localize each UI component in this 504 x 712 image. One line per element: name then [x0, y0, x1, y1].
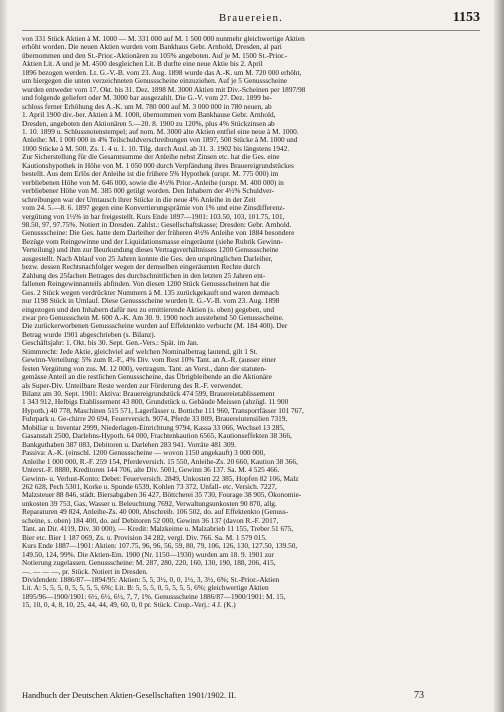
text-line: verbliebenen Höhe von M. 646 000, sowie die 4½% Prior.-Anleihe (urspr. M. 400 000) in [22, 178, 284, 187]
text-line: 149.50, 124, 99%. Die Aktien-Em. 1900 (Nr. 1150—1930) wurden am 18. 9. 1901 zur [22, 550, 275, 559]
text-line: um hiergegen die unten verzeichneten Genussscheine einzuziehen. Auf je 5 Genussscheine [22, 77, 288, 86]
text-line: verbliebener Höhe von M. 385 000 getilgt worden. Den Inhabern der 4½% Schuldver- [22, 187, 275, 196]
text-line: Ges. 2 Stück wegen verdrückter Nummern à M. 135 zurückgekauft und waren demnach [22, 288, 279, 297]
text-line: Anleihe 1 000 000, R.-F. 259 154, Pferdeversich. 15 550, Anleihe-Zs. 20 660, Kaution 38 366, [22, 457, 298, 466]
text-line: fallenen Reingewinnanteils abfinden. Von diesen 1200 Stück Genussscheinen hat die [22, 280, 270, 289]
text-line: vom 24. 5.—8. 6. 1897 gegen eine Konvertierungsprämie von 1% und eine Zinsdifferenz- [22, 204, 285, 213]
text-line: nur 1198 Stück in Umlauf. Diese Genussscheine wurden lt. G.-V.-B. vom 23. Aug. 1898 [22, 297, 280, 306]
text-line: Zahlung des 25fachen Betrages des durchschnittlichen in den letzten 25 Jahren ent- [22, 271, 266, 280]
text-line: Die zurückerworbenen Genussscheine wurden auf Effektenkto verbucht (M. 184 400). Der [22, 322, 288, 331]
text-line: 1000 Stücke à M. 500. Zs. 1. 4 u. 1. 10. Tilg. durch Ausl. ab 31. 3. 1902 bis längstens 1942. [22, 144, 290, 153]
text-line: Kurs Ende 1887—1901: Aktien: 107.75, 96, 96, 56, 59, 80, 79, 106, 126, 130, 127.50, 139.50, [22, 542, 298, 551]
text-line: Notierung zugelassen. Genussscheine: M. 287, 280, 220, 160, 130, 190, 188, 206, 415, [22, 559, 276, 568]
running-head: Brauereien. [218, 12, 284, 24]
text-line: 1895/96—1900/1901: 6½, 6½, 6½, 7, 7, 1%. Genussscheine 1886/87—1900/1901: M. 15, [22, 592, 286, 601]
text-line: wurden entweder vom 17. Okt. bis 31. Dez. 1898 M. 3000 Aktien mit Div.-Scheinen per 1897/98 [22, 85, 306, 94]
text-line: Unterst.-F. 8880, Kreditoren 144 706, alte Div. 5001, Gewinn 36 137. Sa. M. 4 525 466. [22, 466, 280, 475]
text-line: Bezüge vom Reingewinne und der Liquidationsmasse eingeräumt (siehe Rubrik Gewinn- [22, 237, 283, 246]
text-line: gemässe Anteil an die restlichen Genussscheine, das Übrigbleibende an die Aktionäre [22, 373, 272, 382]
text-line: übernommen und den St.-Prior.-Aktionären zu 105% angeboten. Auf je M. 1500 St.-Prior.- [22, 51, 288, 60]
text-line: —. — — —, pr. Stück. Notiert in Dresden. [22, 567, 148, 576]
text-line: Stimmrecht: Jede Aktie, gleichviel auf welchen Nominalbetrag lautend, gilt 1 St. [22, 347, 258, 356]
text-line: Verteilung) und ihm zur Beurkundung dieses Vertragsverhältnisses 1200 Genussscheine [22, 246, 279, 255]
text-line: scheine, s. oben) 184 400, do. auf Debitoren 52 000, Gewinn 36 137 (davon R.-F. 2017, [22, 516, 279, 525]
text-line: Dividenden: 1886/87—1894/95: Aktien: 5, 5, 3½, 0, 0, 1½, 3, 3½, 6%; St.-Prior.-Aktien [22, 576, 280, 584]
text-line: Betrag wurde 1901 abgeschrieben (s. Bilanz). [22, 330, 156, 339]
text-line: von 331 Stück Aktien à M. 1000 — M. 331 000 auf M. 1 500 000 nunmehr gleichwertige Aktien [22, 35, 305, 43]
text-line: vergütung von 1½% in bar freigestellt. Kurs Ende 1897—1901: 103.50, 103, 101.75, 101, [22, 212, 285, 221]
text-line: unkosten 39 753, Gas, Wasser u. Beleuchtung 7692, Verwaltungsunkosten 90 870, allg. [22, 499, 277, 508]
text-line: schreibungen war der Umtausch ihrer Stücke in die neue 4% Anleihe in der Zeit [22, 195, 256, 204]
body-text [22, 35, 480, 610]
text-line: Malzsteuer 88 846, städt. Biersabgaben 36 427, Böttcherei 35 730, Fourage 38 905, Ökonomie- [22, 491, 302, 500]
text-line: 1. 10. 1899 u. Schlussnotenstempel; auf nom. M. 3000 alte Aktien entfiel eine neue à M. 1000. [22, 127, 299, 136]
text-line: Genussscheine: Die Ges. hatte dem Darleiher der früheren 4½% Anleihe von 1884 besondere [22, 229, 295, 238]
text-line: erhöht worden. Die neuen Aktien wurden vom Bankhaus Gebr. Arnhold, Dresden, al pari [22, 43, 282, 52]
text-line: 1. April 1900 div.-ber. Aktien à M. 1000, übernommen vom Bankhause Gebr. Arnhold, [22, 111, 276, 120]
text-line: Bankguthaben 387 083, Debitoren u. Darlehen 283 941. Vorräte 481 309. [22, 440, 237, 449]
text-line: Reparaturen 49 824, Anleihe-Zs. 40 000, Abschreib. 106 502, do. auf Effektenkto (Genuss- [22, 508, 289, 517]
text-line: Gasanstalt 2500, Darlehns-Hypoth. 64 000, Frachtenkaution 6565, Kautionseffekten 38 366, [22, 432, 292, 441]
text-line: Geschäftsjahr: 1. Okt. bis 30. Sept. Gen.-Vers.: Spät. im Jan. [22, 339, 199, 348]
text-line: Fuhrpark u. Ge-chirre 20 694, Feuerversich. 9074, Pferde 33 809, Brauereiutensilien 7319, [22, 415, 288, 424]
page-header [22, 8, 480, 31]
text-line: Bier etc. Bier 1 187 069, Zs. u. Provision 34 282, vergl. Div. 766. Sa. M. 1 579 015. [22, 533, 267, 542]
text-line: 1896 bezogen werden. Lt. G.-V.-B. vom 23. Aug. 1898 wurde das A.-K. um M. 720 000 erhöht, [22, 68, 302, 77]
text-line: eingezogen und den Inhabern dafür neu zu emittierende Aktien (s. oben) gegeben, und [22, 305, 275, 314]
text-line: Zur Sicherstellung für die Gesamtsumme der Anleihe nebst Zinsen etc. hat die Ges. eine [22, 153, 280, 162]
text-line: Gewinn-Verteilung: 5% zum R.-F., 4% Div. vom Rest 10% Tant. an A.-R. (ausser einer [22, 356, 277, 365]
text-line: Aktien Lit. A und je M. 4500 desgleichen Lit. B durfte eine neue Aktie bis 2. April [22, 60, 263, 69]
text-line: 262 628, Pech 5301, Korke u. Spunde 6539, Kohlen 73 372, Unfall- etc. Versich. 7227, [22, 483, 277, 492]
text-line: bestellt. Aus dem Erlös der Anleihe ist die frühere 5% Hypothek (urspr. M. 775 000) im [22, 170, 279, 179]
page-binding-edge [0, 0, 7, 712]
text-line: bezw. dessen Rechtsnachfolger wegen der demselben eingeräumten Rechte durch [22, 263, 260, 272]
text-line: Mobiliar u. Inventar 2999, Niederlagen-Einrichtung 9794, Kassa 33 066, Wechsel 13 285, [22, 423, 285, 432]
text-line: ausgestellt. Nach Ablauf von 25 Jahren konnte die Ges. den ursprünglichen Darleiher, [22, 254, 273, 263]
page-fore-edge [494, 0, 504, 712]
text-line: Kautionshypothek in Höhe von M. 1 050 000 durch Verpfändung ihres Brauereigrundstückes [22, 161, 294, 170]
text-line: schloss ferner Erhöhung des A.-K. um M. 780 000 auf M. 3 000 000 in 780 neuen, ab [22, 102, 272, 111]
text-line: Hypoth.) 40 778, Maschinen 515 571, Lagerfässer u. Bottiche 111 960, Transportfässer 101 767, [22, 406, 304, 415]
text-line: als Super-Div. Unteilbare Reste werden zur Förderung des R.-F. verwendet. [22, 381, 243, 390]
footer-source: Handbuch der Deutschen Aktien-Gesellschaften 1901/1902. II. [22, 690, 237, 700]
text-line: Passiva: A.-K. (einschl. 1200 Genussscheine — wovon 1150 angekauft) 3 000 000, [22, 449, 266, 458]
page-number: 1153 [452, 10, 480, 25]
text-line: festen Vergütung von zus. M. 12 000), vertragsm. Tant. an Vorst., dann der statuten- [22, 364, 267, 373]
text-line: 98.50, 97, 97.75%. Notiert in Dresden. Zahlst.: Gesellschaftskasse; Dresden: Gebr. Arnhold. [22, 220, 292, 229]
text-line: zwar pro Genussschein M. 600 A.-K. Am 30. 9. 1900 noch ausstehend 50 Genussscheine. [22, 313, 284, 322]
text-line: Tant. an Dir. 4119, Div. 30 000). — Kredit: Malzkeime u. Malzabrieb 11 155, Treber 51 675, [22, 525, 294, 534]
text-line: Lit. A: 5, 5, 5, 0, 5, 5, 5, 5, 6%; Lit. B: 5, 5, 5, 0, 5, 5, 5, 5, 6%; gleichwertige Aktien [22, 584, 269, 593]
text-line: Anleihe: M. 1 000 000 in 4% Teilschuldverschreibungen von 1897, 500 Stücke à M. 1000 und [22, 136, 298, 145]
text-line: Bilanz am 30. Sept. 1901: Aktiva: Brauereigrundstück 474 599, Brauereietablissement [22, 390, 275, 399]
text-line: 1 343 912, Helbigs Etablissement 43 800, Grundstück u. Gebäude Meissen (abzügl. 11 900 [22, 398, 289, 407]
text-line: und folgende geliefert oder M. 3000 bar ausgezahlt. Die G.-V. vom 27. Dez. 1899 be- [22, 94, 272, 103]
signature-mark: 73 [414, 690, 424, 701]
text-line: 15, 10, 0, 4, 8, 10, 25, 44, 44, 49, 60, 0, 0 pr. Stück. Coup.-Verj.: 4 J. (K.) [22, 601, 236, 610]
text-line: Dresden, angeboten den Aktionären 5.—20. 8. 1900 zu 120%, plus 4% Stückzinsen ab [22, 119, 275, 128]
text-line: Gewinn- u. Verlust-Konto: Debet: Feuerversich. 2849, Unkosten 22 385, Hopfen 82 106, Malz [22, 474, 299, 483]
